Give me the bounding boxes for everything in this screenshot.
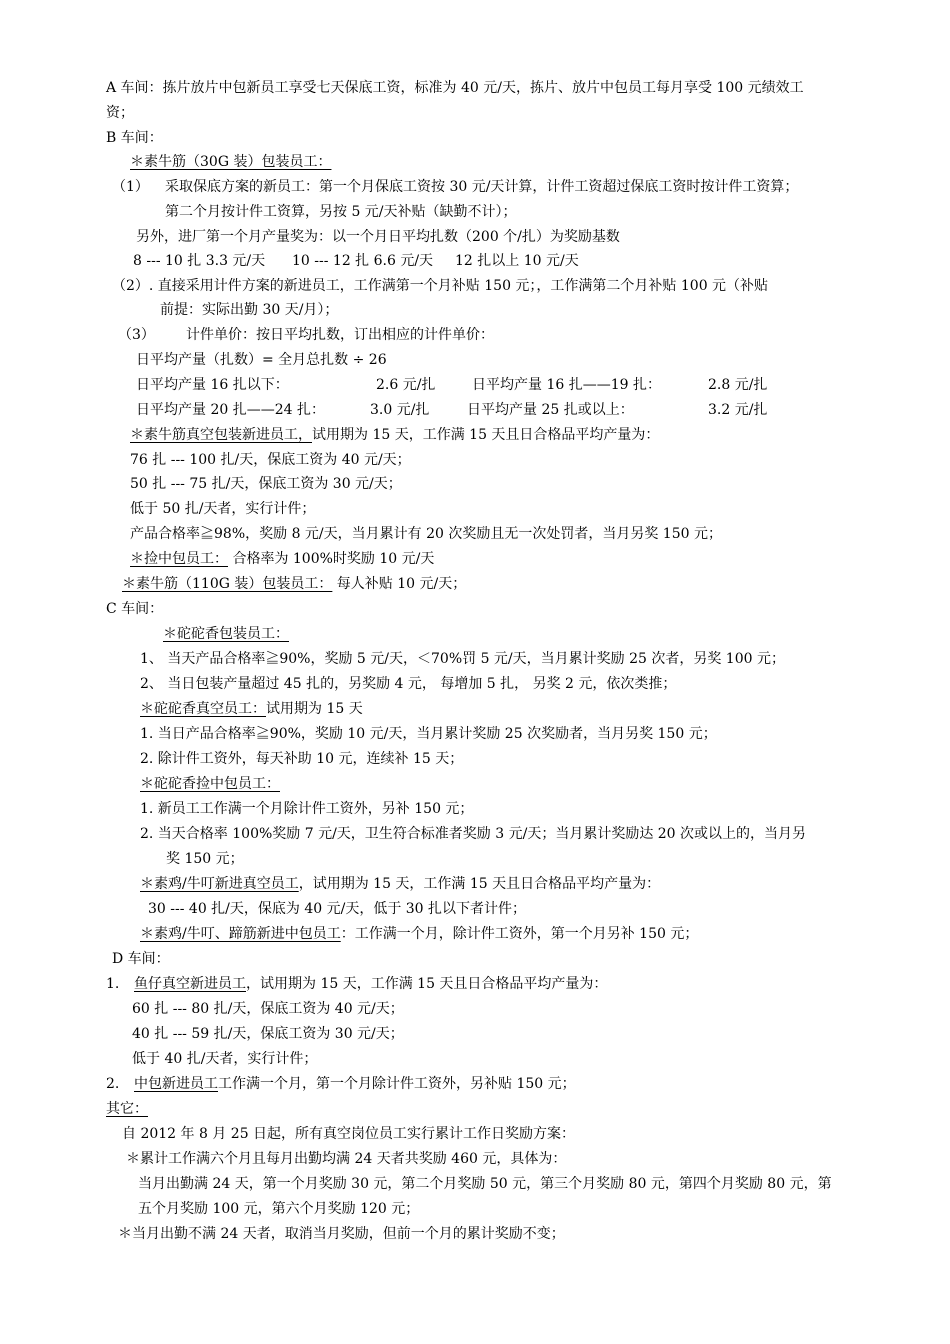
other-rule-1-detail-cont: 五个月奖励 100 元，第六个月奖励 120 元； [138,1201,420,1217]
workshop-b-heading: B 车间： [106,130,163,146]
b-beef-tendon-110g [122,574,466,594]
b-item-1-cont: 第二个月按计件工资算，另按 5 元/天补贴（缺勤不计）； [165,204,517,220]
other-heading: 其它： [106,1101,148,1117]
c-chicken-sorting-text: ：工作满一个月，除计件工资外，第一个月另补 150 元； [340,926,699,942]
b-item-2-text: （2）. 直接采用计件方案的新进员工，工作满第一个月补贴 150 元；，工作满第二个月补贴 100 元（补贴 [112,278,769,294]
c-packing-rule-1: 1、 当天产品合格率≧90%，奖励 5 元/天，＜70%罚 5 元/天，当月累计奖励 25 次者，另奖 100 元； [140,651,785,667]
c-chicken-vacuum-staff [140,874,660,894]
b-item-3-number: （3） [118,327,155,343]
b-quality-bonus: 产品合格率≧98%，奖励 8 元/天，当月累计有 20 次奖励且无一次处罚者，当月另奖 150 元； [130,526,722,542]
b-rate-value-4: 3.2 元/扎 [708,402,768,418]
d-item-2-number: 2. [106,1076,120,1092]
b-rate-label-3: 日平均产量 20 扎——24 扎： [136,402,325,418]
d-fish-vacuum-text: ，试用期为 15 天，工作满 15 天且日合格品平均产量为： [246,976,608,992]
b-rate-value-1: 2.6 元/扎 [376,377,436,393]
b-item-3-text: 计件单价：按日平均扎数，订出相应的计件单价： [186,327,494,343]
b-beef-tendon-110g-title: ＊素牛筋（110G 装）包装员工： [122,576,333,592]
c-sorting-rule-1: 1. 新员工工作满一个月除计件工资外，另补 150 元； [140,801,474,817]
c-packing-title: ＊砣砣香包装员工： [163,626,289,642]
b-item-2-cont: 前提：实际出勤 30 天/月）； [160,302,339,318]
workshop-a-line-1: A 车间：拣片放片中包新员工享受七天保底工资，标准为 40 元/天，拣片、放片中包员工每月享受 100 元绩效工 [106,80,804,96]
d-fish-tier-1: 60 扎 --- 80 扎/天，保底工资为 40 元/天； [132,1001,404,1017]
c-vacuum-staff-text: 试用期为 15 天 [266,701,363,717]
c-chicken-vacuum-tier: 30 --- 40 扎/天，保底为 40 元/天，低于 30 扎以下者计件； [148,901,527,917]
b-sorting-staff-title: ＊捡中包员工： [130,551,228,567]
d-fish-tier-3: 低于 40 扎/天者，实行计件； [132,1051,318,1067]
d-middle-pack-title: 中包新进员工 [134,1076,218,1092]
workshop-c-heading: C 车间： [106,601,164,617]
b-beef-tendon-30g-title: ＊素牛筋（30G 装）包装员工： [130,154,332,170]
c-vacuum-staff [140,699,363,719]
b-bonus-tier-2: 10 --- 12 扎 6.6 元/天 [292,253,434,269]
b-rate-value-2: 2.8 元/扎 [708,377,768,393]
c-chicken-vacuum-title: ＊素鸡/牛叮新进真空员工 [140,876,299,892]
c-vacuum-rule-2: 2. 除计件工资外，每天补助 10 元，连续补 15 天； [140,751,464,767]
workshop-a-line-2: 资； [106,105,134,121]
c-chicken-sorting-staff [140,924,698,944]
workshop-d-heading: D 车间： [112,951,170,967]
c-vacuum-staff-title: ＊砣砣香真空员工： [140,701,266,717]
c-chicken-vacuum-text: ，试用期为 15 天，工作满 15 天且日合格品平均产量为： [298,876,661,892]
b-sorting-staff-text: 合格率为 100%时奖励 10 元/天 [228,551,435,567]
b-vacuum-new-staff-text: 试用期为 15 天，工作满 15 天且日合格品平均产量为： [312,427,660,443]
b-rate-value-3: 3.0 元/扎 [370,402,430,418]
other-rule-1-detail: 当月出勤满 24 天，第一个月奖励 30 元，第二个月奖励 50 元，第三个月奖励 80 元，第四个月奖励 80 元，第 [138,1176,832,1192]
other-intro: 自 2012 年 8 月 25 日起，所有真空岗位员工实行累计工作日奖励方案： [122,1126,576,1142]
c-sorting-title: ＊砣砣香捡中包员工： [140,776,280,792]
b-vacuum-tier-1: 76 扎 --- 100 扎/天，保底工资为 40 元/天； [130,452,411,468]
b-rate-label-2: 日平均产量 16 扎——19 扎： [472,377,661,393]
other-rule-1: ＊累计工作满六个月且每月出勤均满 24 天者共奖励 460 元，具体为： [126,1151,567,1167]
b-vacuum-tier-3: 低于 50 扎/天者，实行计件； [130,501,316,517]
b-bonus-tier-1: 8 --- 10 扎 3.3 元/天 [133,253,266,269]
b-vacuum-new-staff-title: ＊素牛筋真空包装新进员工， [130,427,312,443]
b-output-bonus-intro: 另外，进厂第一个月产量奖为：以一个月日平均扎数（200 个/扎）为奖励基数 [136,229,620,245]
c-vacuum-rule-1: 1. 当日产品合格率≧90%，奖励 10 元/天，当月累计奖励 25 次奖励者，当月另奖 150 元； [140,726,717,742]
c-sorting-rule-2: 2. 当天合格率 100%奖励 7 元/天，卫生符合标准者奖励 3 元/天；当月累计奖励达 20 次或以上的，当月另 [140,826,807,842]
d-middle-pack-text: 工作满一个月，第一个月除计件工资外，另补贴 150 元； [218,1076,576,1092]
d-fish-vacuum-title: 鱼仔真空新进员工 [134,976,246,992]
b-vacuum-new-staff [130,425,659,445]
b-rate-label-1: 日平均产量 16 扎以下： [136,377,289,393]
c-chicken-sorting-title: ＊素鸡/牛叮、蹄筋新进中包员工 [140,926,341,942]
b-bonus-tier-3: 12 扎以上 10 元/天 [455,253,579,269]
c-sorting-rule-2-cont: 奖 150 元； [166,851,244,867]
c-packing-rule-2: 2、 当日包装产量超过 45 扎的，另奖励 4 元， 每增加 5 扎， 另奖 2 元，依次类推； [140,676,677,692]
b-daily-average-formula: 日平均产量（扎数）= 全月总扎数 ÷ 26 [136,352,387,368]
d-fish-tier-2: 40 扎 --- 59 扎/天，保底工资为 30 元/天； [132,1026,404,1042]
b-item-1-text: 采取保底方案的新员工：第一个月保底工资按 30 元/天计算，计件工资超过保底工资时按计件工资算； [165,179,799,195]
d-item-1-number: 1. [106,976,120,992]
b-beef-tendon-110g-text: 每人补贴 10 元/天； [332,576,467,592]
b-item-1-number: （1） [112,179,149,195]
d-middle-pack [134,1074,576,1094]
b-vacuum-tier-2: 50 扎 --- 75 扎/天，保底工资为 30 元/天； [130,476,402,492]
b-rate-label-4: 日平均产量 25 扎或以上： [467,402,634,418]
d-fish-vacuum [134,974,607,994]
b-sorting-staff [130,549,434,569]
other-rule-2: ＊当月出勤不满 24 天者，取消当月奖励，但前一个月的累计奖励不变； [118,1226,565,1242]
